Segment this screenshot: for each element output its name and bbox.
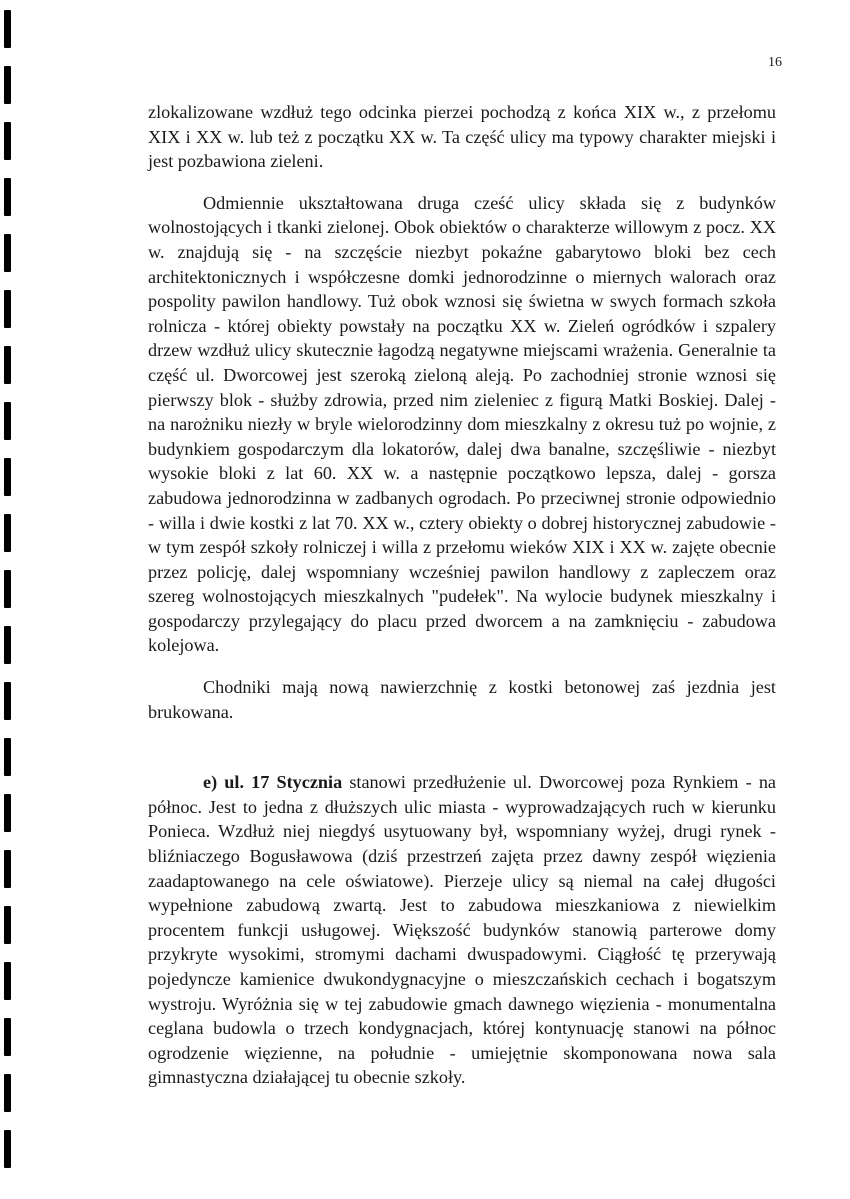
binding-hole — [4, 346, 11, 384]
binding-hole — [4, 122, 11, 160]
binding-hole — [4, 906, 11, 944]
paragraph-4-body: stanowi przedłużenie ul. Dworcowej poza Rynkiem - na północ. Jest to jedna z dłuższych ulic miasta - wyprowadzających ruch w kierunku Ponieca. Wzdłuż niej niegdyś usytuowany był, wspomniany wyżej, drugi rynek - bliźniaczego Bogusławowa (dziś przestrzeń zajęta przez dawny zespół więzienia zaadaptowanego na cele oświatowe). Pierzeje ulicy są niemal na całej długości wypełnione zabudową zwartą. Jest to zabudowa mieszkaniowa z niewielkim procentem funkcji usługowej. Większość budynków stanowią parterowe domy przykryte wysokimi, stromymi dachami dwuspadowymi. Ciągłość tę przerywają pojedyncze kamienice dwukondygnacyjne o mieszczańskich cechach i bogatszym wystroju. Wyróżnia się w tej zabudowie gmach dawnego więzienia - monumentalna ceglana budowla o trzech kondygnacjach, której kontynuację stanowi na północ ogrodzenie więzienne, na południe - umiejętnie skomponowana nowa sala gimnastyczna działającej tu obecnie szkoły. — [148, 772, 776, 1088]
section-heading: e) ul. 17 Stycznia — [203, 772, 343, 793]
binding-hole — [4, 794, 11, 832]
binding-hole — [4, 1018, 11, 1056]
paragraph-3: Chodniki mają nową nawierzchnię z kostki betonowej zaś jezdnia jest brukowana. — [148, 677, 776, 722]
binding-hole — [4, 626, 11, 664]
binding-hole — [4, 514, 11, 552]
binding-hole — [4, 234, 11, 272]
page-number: 16 — [768, 55, 782, 70]
paragraph-1: zlokalizowane wzdłuż tego odcinka pierzei pochodzą z końca XIX w., z przełomu XIX i XX w. lub też z początku XX w. Ta część ulicy ma typowy charakter miejski i jest pozbawiona zieleni. — [148, 102, 776, 172]
document-body — [148, 100, 776, 1090]
paragraph-4 — [148, 770, 776, 1090]
binding-hole — [4, 738, 11, 776]
binding-hole — [4, 1130, 11, 1168]
binding-hole — [4, 402, 11, 440]
binding-hole — [4, 850, 11, 888]
binding-hole — [4, 1074, 11, 1112]
binding-hole — [4, 682, 11, 720]
binding-hole — [4, 962, 11, 1000]
binding-hole — [4, 66, 11, 104]
paragraph-2: Odmiennie ukształtowana druga cześć ulicy składa się z budynków wolnostojących i tkanki zielonej. Obok obiektów o charakterze willowym z pocz. XX w. znajdują się - na szczęście niezbyt pokaźne gabarytowo bloki bez cech architektonicznych i współczesne domki jednorodzinne o miernych walorach oraz pospolity pawilon handlowy. Tuż obok wznosi się świetna w swych formach szkoła rolnicza - której obiekty powstały na początku XX w. Zieleń ogródków i szpalery drzew wzdłuż ulicy skutecznie łagodzą negatywne miejscami wrażenia. Generalnie ta część ul. Dworcowej jest szeroką zieloną aleją. Po zachodniej stronie wznosi się pierwszy blok - służby zdrowia, przed nim zieleniec z figurą Matki Boskiej. Dalej - na narożniku niezły w bryle wielorodzinny dom mieszkalny z okresu tuż po wojnie, z budynkiem gospodarczym dla lokatorów, dalej dwa banalne, szczęśliwie - niezbyt wysokie bloki z lat 60. XX w. a następnie początkowo lepsza, dalej - gorsza zabudowa jednorodzinna w zadbanych ogrodach. Po przeciwnej stronie odpowiednio - willa i dwie kostki z lat 70. XX w., cztery obiekty o dobrej historycznej zabudowie - w tym zespół szkoły rolniczej i willa z przełomu wieków XIX i XX w. zajęte obecnie przez policję, dalej wspomniany wcześniej pawilon handlowy z zapleczem oraz szereg wolnostojących mieszkalnych "pudełek". Na wylocie budynek mieszkalny i gospodarczy przylegający do placu przed dworcem a na zamknięciu - zabudowa kolejowa. — [148, 192, 776, 656]
binding-hole — [4, 458, 11, 496]
binding-hole — [4, 570, 11, 608]
binding-hole — [4, 10, 11, 48]
binding-strip — [0, 0, 40, 1199]
binding-hole — [4, 290, 11, 328]
binding-hole — [4, 178, 11, 216]
